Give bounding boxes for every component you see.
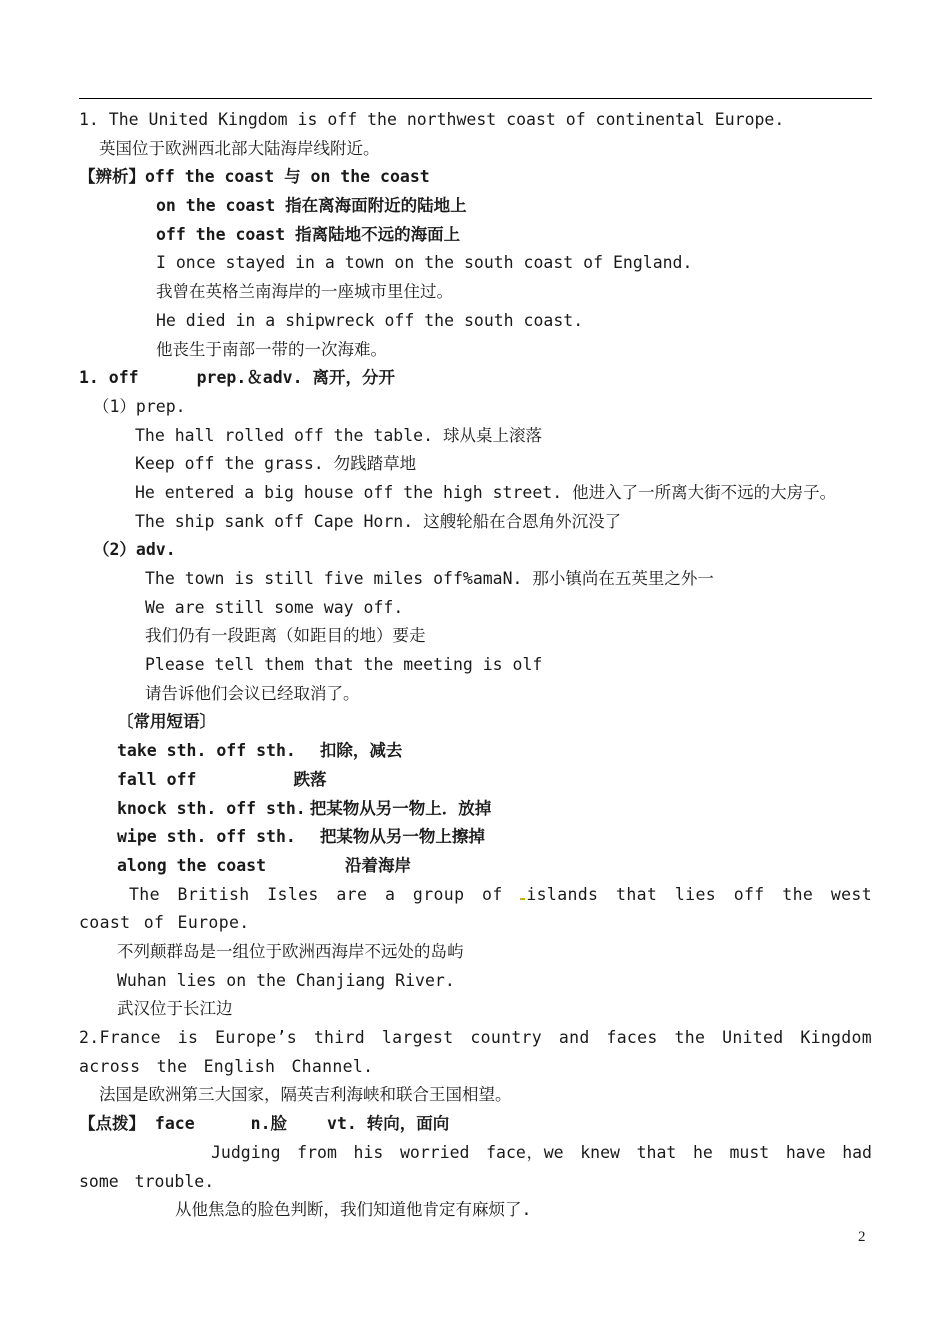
- vocab-definition: prep.＆adv. 离开，分开: [196, 368, 395, 388]
- sub-heading-prep: （1）prep.: [93, 396, 186, 416]
- example-paragraph: Judging from his worried face，we knew that he must have had some trouble.: [79, 1142, 872, 1191]
- example-sentence: Please tell them that the meeting is olf: [145, 655, 543, 675]
- example-translation: 我们仍有一段距离（如距目的地）要走: [145, 626, 426, 646]
- phrase-meaning: 把某物从另一物上擦掉: [319, 827, 485, 847]
- tip-heading: [79, 1110, 872, 1139]
- phrase-item: [79, 852, 872, 881]
- analysis-heading: 【辨析】off the coast 与 on the coast: [79, 167, 430, 187]
- phrase-term: fall off: [117, 769, 197, 789]
- example-sentence: The town is still five miles off%amaN. 那小镇尚在五英里之外一: [145, 569, 714, 588]
- phrase-term: wipe sth. off sth.: [117, 827, 296, 847]
- example-translation: 从他焦急的脸色判断，我们知道他肯定有麻烦了.: [175, 1200, 532, 1220]
- example-sentence: He died in a shipwreck off the south coast.: [156, 310, 584, 330]
- example-translation: 我曾在英格兰南海岸的一座城市里住过。: [156, 282, 453, 302]
- sentence-2-translation: 法国是欧洲第三大国家，隔英吉利海峡和联合王国相望。: [99, 1085, 512, 1105]
- example-translation: 他丧生于南部一带的一次海难。: [156, 339, 387, 359]
- page-number: 2: [858, 1229, 866, 1245]
- phrase-item: [79, 766, 872, 795]
- highlight-mark: [520, 898, 525, 900]
- example-translation: 请告诉他们会议已经取消了。: [145, 683, 360, 703]
- phrase-term: knock sth. off sth.: [117, 798, 306, 818]
- example-translation: 武汉位于长江边: [117, 999, 233, 1019]
- analysis-on-coast: on the coast 指在离海面附近的陆地上: [156, 196, 467, 216]
- example-part: The British Isles are a group of: [129, 884, 503, 904]
- sentence-2: 2.France is Europe’s third largest country and faces the United Kingdom across the English Channel.: [79, 1028, 872, 1076]
- tip-noun: n.脸: [250, 1114, 288, 1134]
- phrase-item: [79, 823, 872, 852]
- example-paragraph: [79, 881, 872, 938]
- example-sentence: I once stayed in a town on the south coast of England.: [156, 253, 693, 273]
- example-sentence: We are still some way off.: [145, 597, 404, 617]
- example-translation: 不列颠群岛是一组位于欧洲西海岸不远处的岛屿: [117, 941, 464, 961]
- phrase-meaning: 跌落: [293, 769, 327, 789]
- tip-verb: vt. 转向，面向: [327, 1114, 450, 1134]
- example-sentence: Keep off the grass. 勿践踏草地: [135, 454, 417, 474]
- sub-heading-adv: （2）adv.: [93, 540, 176, 560]
- header-rule: [79, 98, 872, 99]
- sentence-1-translation: 英国位于欧洲西北部大陆海岸线附近。: [99, 138, 380, 158]
- phrase-term: along the coast: [117, 855, 267, 875]
- document-body: [79, 106, 872, 1225]
- example-sentence: The hall rolled off the table. 球从桌上滚落: [135, 425, 542, 445]
- phrase-item: [79, 795, 872, 824]
- example-sentence: The ship sank off Cape Horn. 这艘轮船在合恩角外沉没了: [135, 511, 622, 531]
- vocab-off-heading: [79, 364, 872, 393]
- phrase-meaning: 沿着海岸: [345, 855, 412, 875]
- example-sentence: Wuhan lies on the Chanjiang River.: [117, 970, 455, 990]
- analysis-off-coast: off the coast 指离陆地不远的海面上: [156, 224, 461, 244]
- phrase-item: [79, 737, 872, 766]
- phrase-meaning: 把某物从另一物上．放掉: [309, 798, 492, 818]
- example-sentence: He entered a big house off the high street. 他进入了一所离大街不远的大房子。: [135, 482, 837, 502]
- example-part: islands that lies off the west coast of Europe.: [79, 884, 872, 933]
- phrase-term: take sth. off sth.: [117, 741, 296, 761]
- vocab-word: 1. off: [79, 368, 139, 388]
- phrases-heading: 〔常用短语〕: [117, 712, 216, 732]
- phrase-meaning: 扣除，减去: [319, 741, 403, 761]
- sentence-1: 1. The United Kingdom is off the northwest coast of continental Europe.: [79, 110, 785, 129]
- tip-label: 【点拨】 face: [79, 1114, 195, 1134]
